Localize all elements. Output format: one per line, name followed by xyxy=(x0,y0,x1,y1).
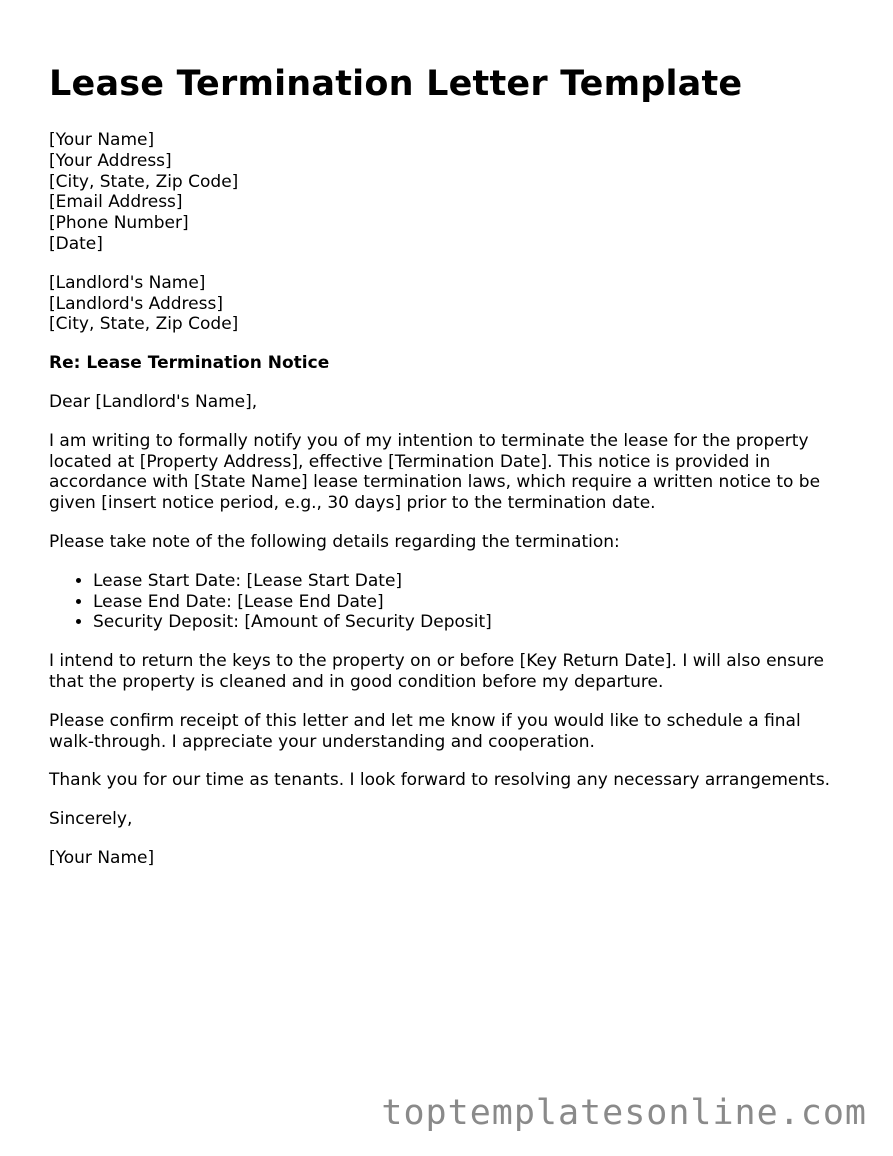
termination-details-list xyxy=(49,571,849,633)
intro-paragraph: I am writing to formally notify you of my intention to terminate the lease for the property located at [Property Address], effective [Termination Date]. This notice is provided in accordance with [State Name] lease termination laws, which require a written notice to be given [insert notice period, e.g., 30 days] prior to the termination date. xyxy=(49,430,821,514)
document-title: Lease Termination Letter Template xyxy=(49,64,743,104)
signature-name: [Your Name] xyxy=(49,847,155,868)
sender-city-state-zip: [City, State, Zip Code] xyxy=(49,171,239,192)
keys-paragraph: I intend to return the keys to the property on or before [Key Return Date]. I will also ensure that the property is cleaned and in good condition before my departure. xyxy=(49,651,825,692)
details-lead-paragraph: Please take note of the following details regarding the termination: xyxy=(49,531,620,552)
closing: Sincerely, xyxy=(49,809,133,830)
confirm-paragraph: Please confirm receipt of this letter and let me know if you would like to schedule a final walk-through. I appreciate your understanding and cooperation. xyxy=(49,710,801,752)
sender-name: [Your Name] xyxy=(49,130,155,150)
list-item: • Security Deposit: [Amount of Security Deposit] xyxy=(93,612,849,633)
sender-email: [Email Address] xyxy=(49,192,183,213)
list-item: • Lease Start Date: [Lease Start Date] xyxy=(93,571,849,592)
recipient-name: [Landlord's Name] xyxy=(49,272,206,293)
watermark: toptemplatesonline.com xyxy=(381,1093,867,1133)
recipient-address: [Landlord's Address] xyxy=(49,293,223,314)
recipient-address-block xyxy=(49,273,849,335)
sender-phone: [Phone Number] xyxy=(49,213,189,234)
thanks-paragraph: Thank you for our time as tenants. I look forward to resolving any necessary arrangements. xyxy=(49,770,831,791)
recipient-city-state-zip: [City, State, Zip Code] xyxy=(49,314,239,335)
list-item: • Lease End Date: [Lease End Date] xyxy=(93,592,849,613)
sender-address-block xyxy=(49,130,849,255)
salutation: Dear [Landlord's Name], xyxy=(49,391,258,412)
subject-line: Re: Lease Termination Notice xyxy=(49,353,330,374)
sender-address: [Your Address] xyxy=(49,150,172,171)
letter-document xyxy=(49,62,849,887)
letter-date: [Date] xyxy=(49,233,103,254)
